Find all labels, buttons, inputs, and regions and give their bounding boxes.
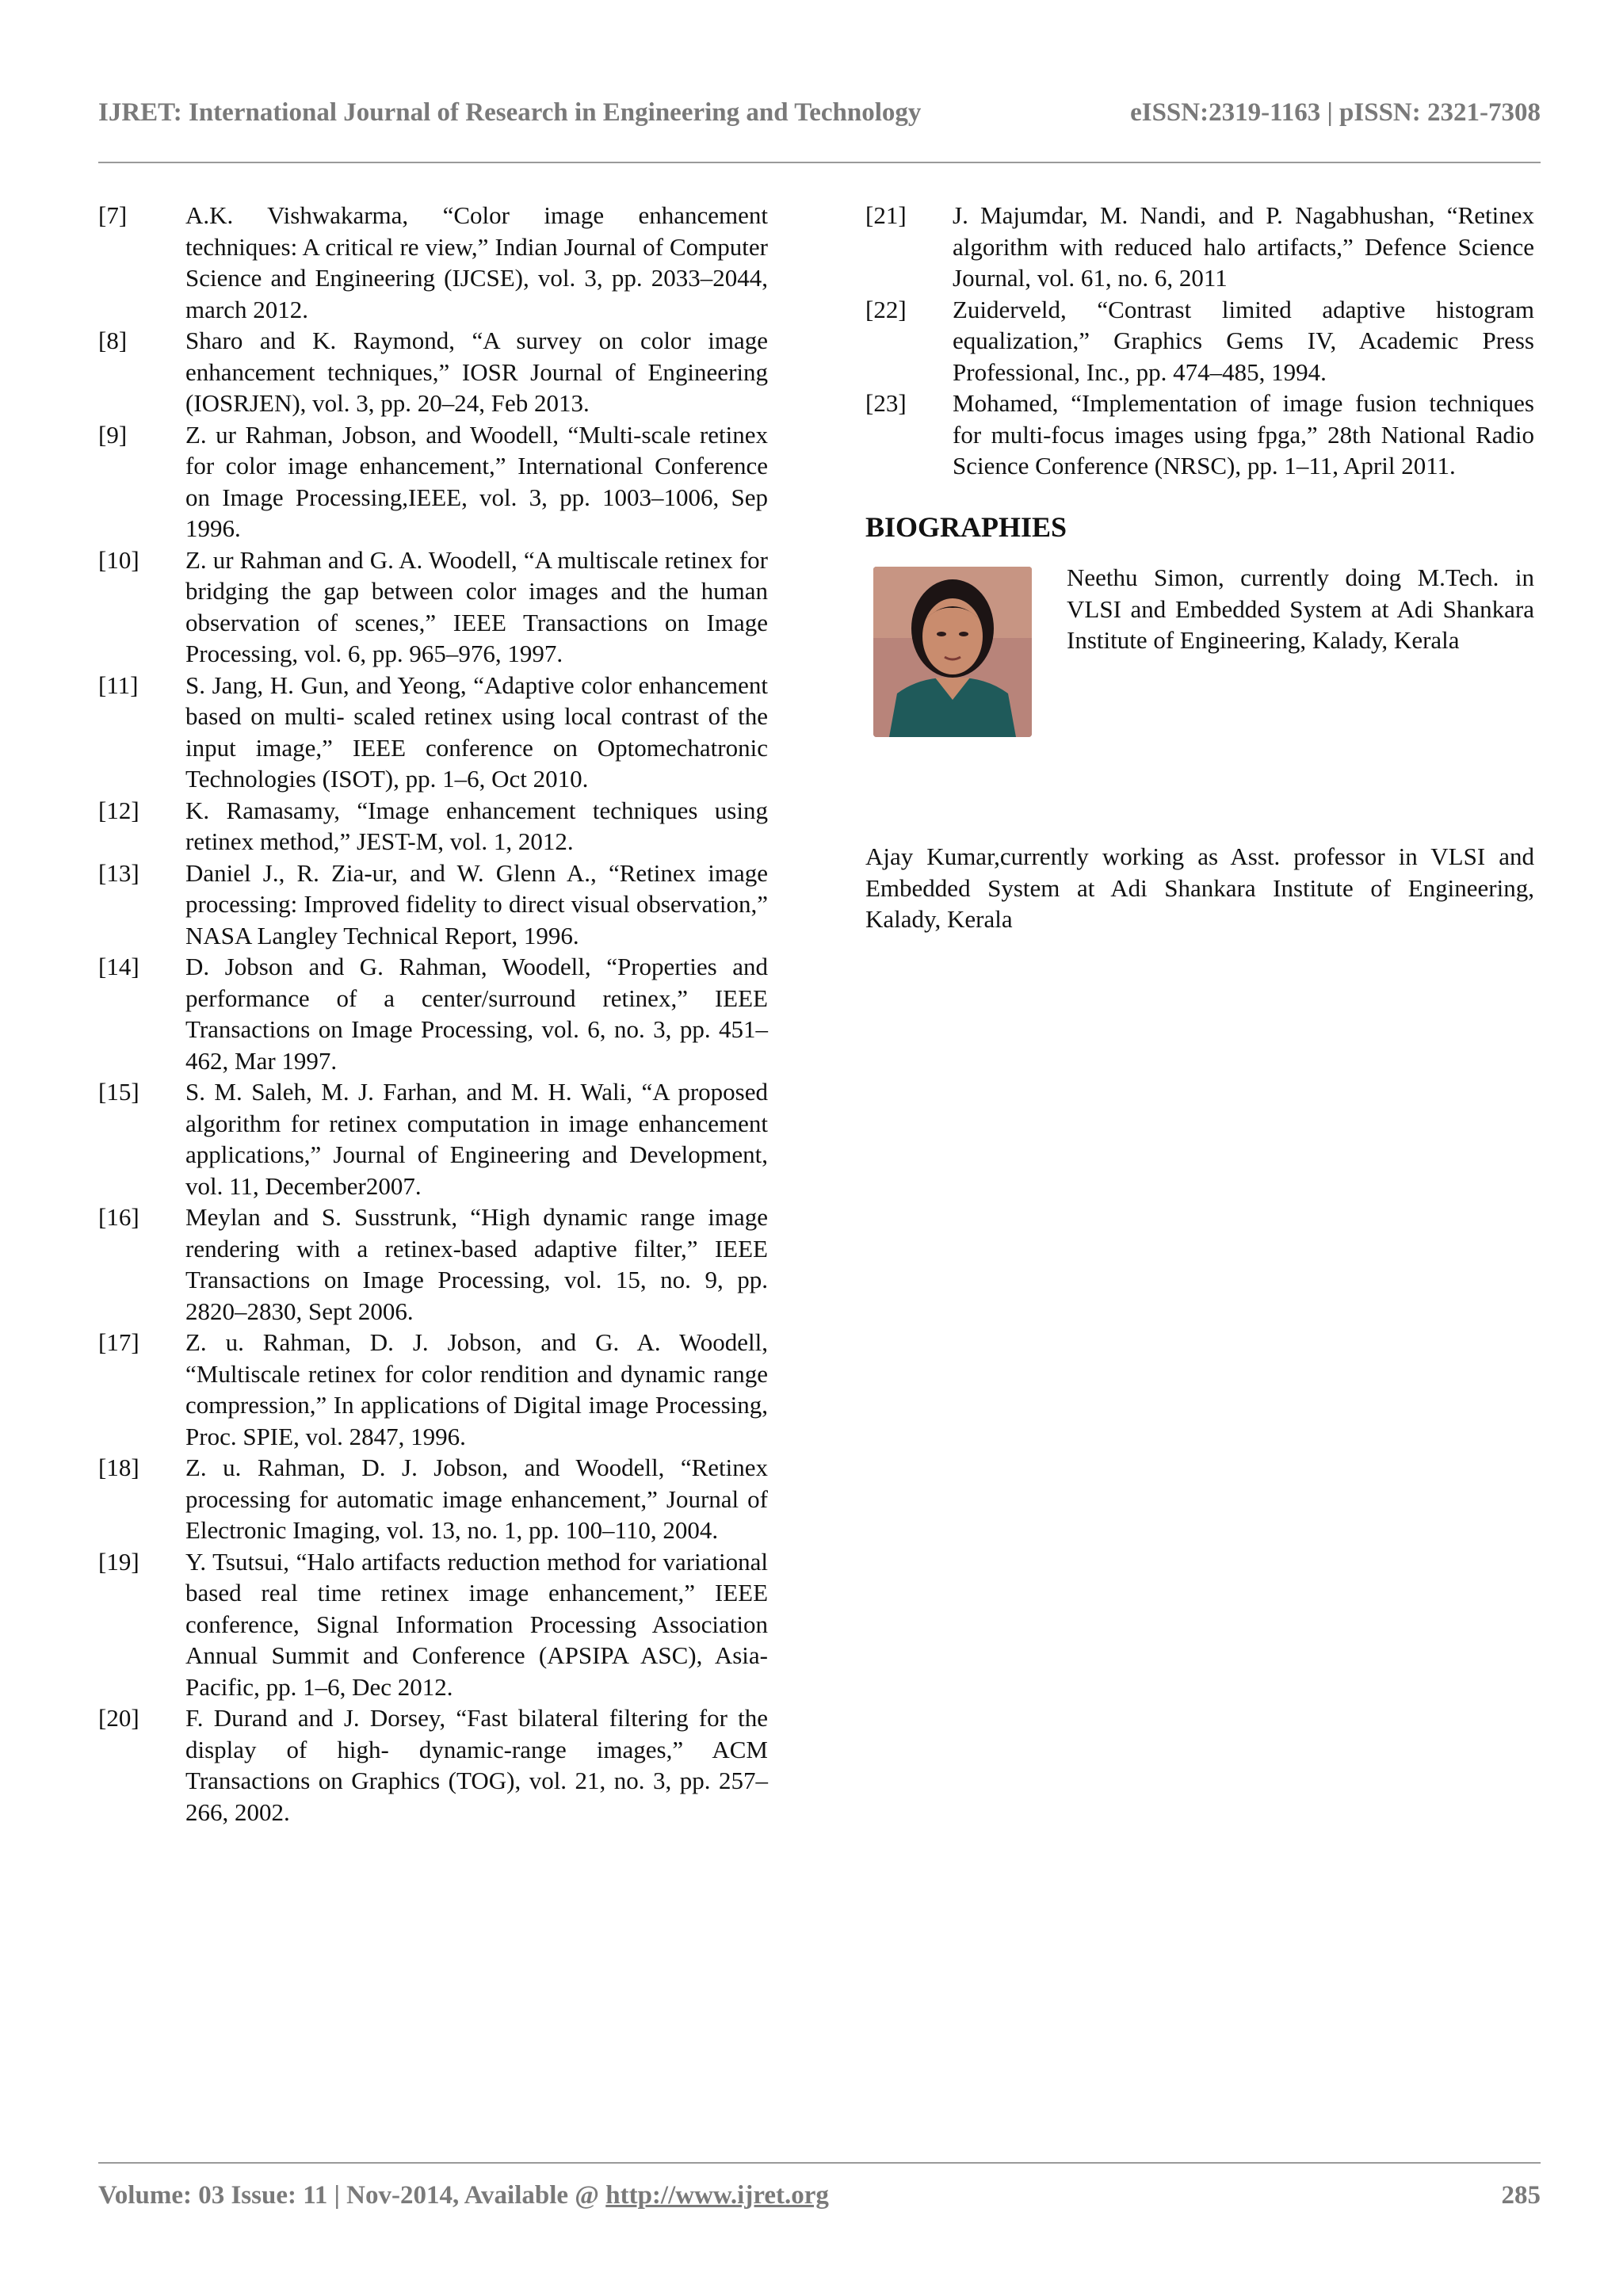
reference-text: Z. u. Rahman, D. J. Jobson, and Woodell, “Retinex processing for automatic image enhancement,” Journal of Electronic Imaging, vol. 13, no. 1, pp. 100–110, 2004.	[185, 1454, 768, 1544]
reference-item	[98, 1201, 768, 1327]
reference-item	[98, 1702, 768, 1828]
reference-item	[98, 200, 768, 325]
reference-text: Zuiderveld, “Contrast limited adaptive histogram equalization,” Graphics Gems IV, Academic Press Professional, Inc., pp. 474–485, 1994.	[953, 295, 1534, 386]
biography-1-text: Neethu Simon, currently doing M.Tech. in VLSI and Embedded System at Adi Shankara Institute of Engineering, Kalady, Kerala	[1067, 563, 1534, 654]
reference-item	[98, 419, 768, 544]
page-number: 285	[1501, 2181, 1541, 2210]
reference-number: [16]	[98, 1203, 139, 1231]
reference-number: [21]	[865, 201, 907, 229]
journal-title: IJRET: International Journal of Research in Engineering and Technology	[98, 98, 922, 127]
reference-item	[98, 1076, 768, 1201]
reference-item	[865, 388, 1534, 482]
references-left-column	[98, 200, 768, 1828]
reference-text: Daniel J., R. Zia-ur, and W. Glenn A., “Retinex image processing: Improved fidelity to direct visual observation,” NASA Langley Technical Report, 1996.	[185, 858, 768, 949]
reference-number: [7]	[98, 201, 128, 229]
footer-volume-text: Volume: 03 Issue: 11 | Nov-2014, Available @	[98, 2181, 606, 2210]
biographies-heading: BIOGRAPHIES	[865, 510, 1067, 543]
reference-text: Meylan and S. Susstrunk, “High dynamic range image rendering with a retinex-based adaptive filter,” IEEE Transactions on Image Processing, vol. 15, no. 9, pp. 2820–2830, Sept 2006.	[185, 1203, 768, 1325]
reference-text: J. Majumdar, M. Nandi, and P. Nagabhushan, “Retinex algorithm with reduced halo artifacts,” Defence Science Journal, vol. 61, no. 6, 2011	[953, 201, 1534, 292]
reference-number: [22]	[865, 295, 907, 323]
reference-text: S. Jang, H. Gun, and Yeong, “Adaptive color enhancement based on multi- scaled retinex using local contrast of the input image,” IEEE conference on Optomechatronic Technologies (ISOT), pp. 1–6, Oct 2010.	[185, 670, 768, 793]
reference-item	[98, 325, 768, 419]
reference-number: [10]	[98, 545, 139, 574]
page-header	[98, 98, 1541, 136]
reference-number: [11]	[98, 670, 139, 699]
header-divider	[98, 162, 1541, 163]
reference-number: [14]	[98, 953, 139, 980]
author-photo	[873, 567, 1032, 737]
reference-text: A.K. Vishwakarma, “Color image enhancement techniques: A critical re view,” Indian Journal of Computer Science and Engineering (IJCSE), vol. 3, pp. 2033–2044, march 2012.	[185, 201, 768, 323]
reference-item	[865, 294, 1534, 388]
reference-item	[865, 200, 1534, 294]
reference-number: [9]	[98, 420, 128, 449]
journal-issn: eISSN:2319-1163 | pISSN: 2321-7308	[1130, 98, 1541, 127]
footer-divider	[98, 2162, 1541, 2164]
reference-text: D. Jobson and G. Rahman, Woodell, “Properties and performance of a center/surround retinex,” IEEE Transactions on Image Processing, vol. 6, no. 3, pp. 451–462, Mar 1997.	[185, 953, 768, 1075]
reference-number: [20]	[98, 1704, 139, 1732]
reference-number: [12]	[98, 796, 139, 824]
biography-1	[865, 562, 1534, 784]
reference-item	[98, 1452, 768, 1546]
reference-text: Sharo and K. Raymond, “A survey on color image enhancement techniques,” IOSR Journal of Engineering (IOSRJEN), vol. 3, pp. 20–24, Feb 2013.	[185, 327, 768, 417]
reference-text: Mohamed, “Implementation of image fusion techniques for multi-focus images using fpga,” 28th National Radio Science Conference (NRSC), pp. 1–11, April 2011.	[953, 389, 1534, 479]
reference-text: Z. u. Rahman, D. J. Jobson, and G. A. Woodell, “Multiscale retinex for color rendition and dynamic range compression,” In applications of Digital image Processing, Proc. SPIE, vol. 2847, 1996.	[185, 1328, 768, 1450]
reference-item	[98, 951, 768, 1076]
reference-item	[98, 1546, 768, 1703]
reference-text: F. Durand and J. Dorsey, “Fast bilateral filtering for the display of high- dynamic-range images,” ACM Transactions on Graphics (TOG), vol. 21, no. 3, pp. 257–266, 2002.	[185, 1704, 768, 1826]
reference-text: K. Ramasamy, “Image enhancement techniques using retinex method,” JEST-M, vol. 1, 2012.	[185, 796, 768, 855]
reference-number: [13]	[98, 858, 139, 887]
reference-number: [19]	[98, 1547, 139, 1576]
reference-text: Y. Tsutsui, “Halo artifacts reduction method for variational based real time retinex image enhancement,” IEEE conference, Signal Information Processing Association Annual Summit and Conference (APSIPA ASC), Asia- Pacific, pp. 1–6, Dec 2012.	[185, 1547, 768, 1701]
reference-item	[98, 670, 768, 795]
reference-number: [8]	[98, 327, 128, 354]
reference-text: S. M. Saleh, M. J. Farhan, and M. H. Wali, “A proposed algorithm for retinex computation in image enhancement applications,” Journal of Engineering and Development, vol. 11, December2007.	[185, 1078, 768, 1200]
reference-item	[98, 795, 768, 858]
reference-number: [18]	[98, 1454, 139, 1481]
references-right-column	[865, 200, 1534, 935]
biography-2-text: Ajay Kumar,currently working as Asst. professor in VLSI and Embedded System at Adi Shankara Institute of Engineering, Kalady, Kerala	[865, 842, 1534, 933]
reference-number: [15]	[98, 1078, 139, 1106]
reference-item	[98, 858, 768, 952]
journal-link[interactable]: http://www.ijret.org	[605, 2181, 829, 2210]
reference-item	[98, 544, 768, 670]
reference-number: [23]	[865, 389, 907, 417]
reference-item	[98, 1327, 768, 1452]
footer-volume	[98, 2181, 829, 2210]
reference-number: [17]	[98, 1328, 139, 1356]
reference-text: Z. ur Rahman and G. A. Woodell, “A multiscale retinex for bridging the gap between color images and the human observation of scenes,” IEEE Transactions on Image Processing, vol. 6, pp. 965–976, 1997.	[185, 545, 768, 667]
reference-text: Z. ur Rahman, Jobson, and Woodell, “Multi-scale retinex for color image enhancement,” International Conference on Image Processing,IEEE, vol. 3, pp. 1003–1006, Sep 1996.	[185, 420, 768, 542]
